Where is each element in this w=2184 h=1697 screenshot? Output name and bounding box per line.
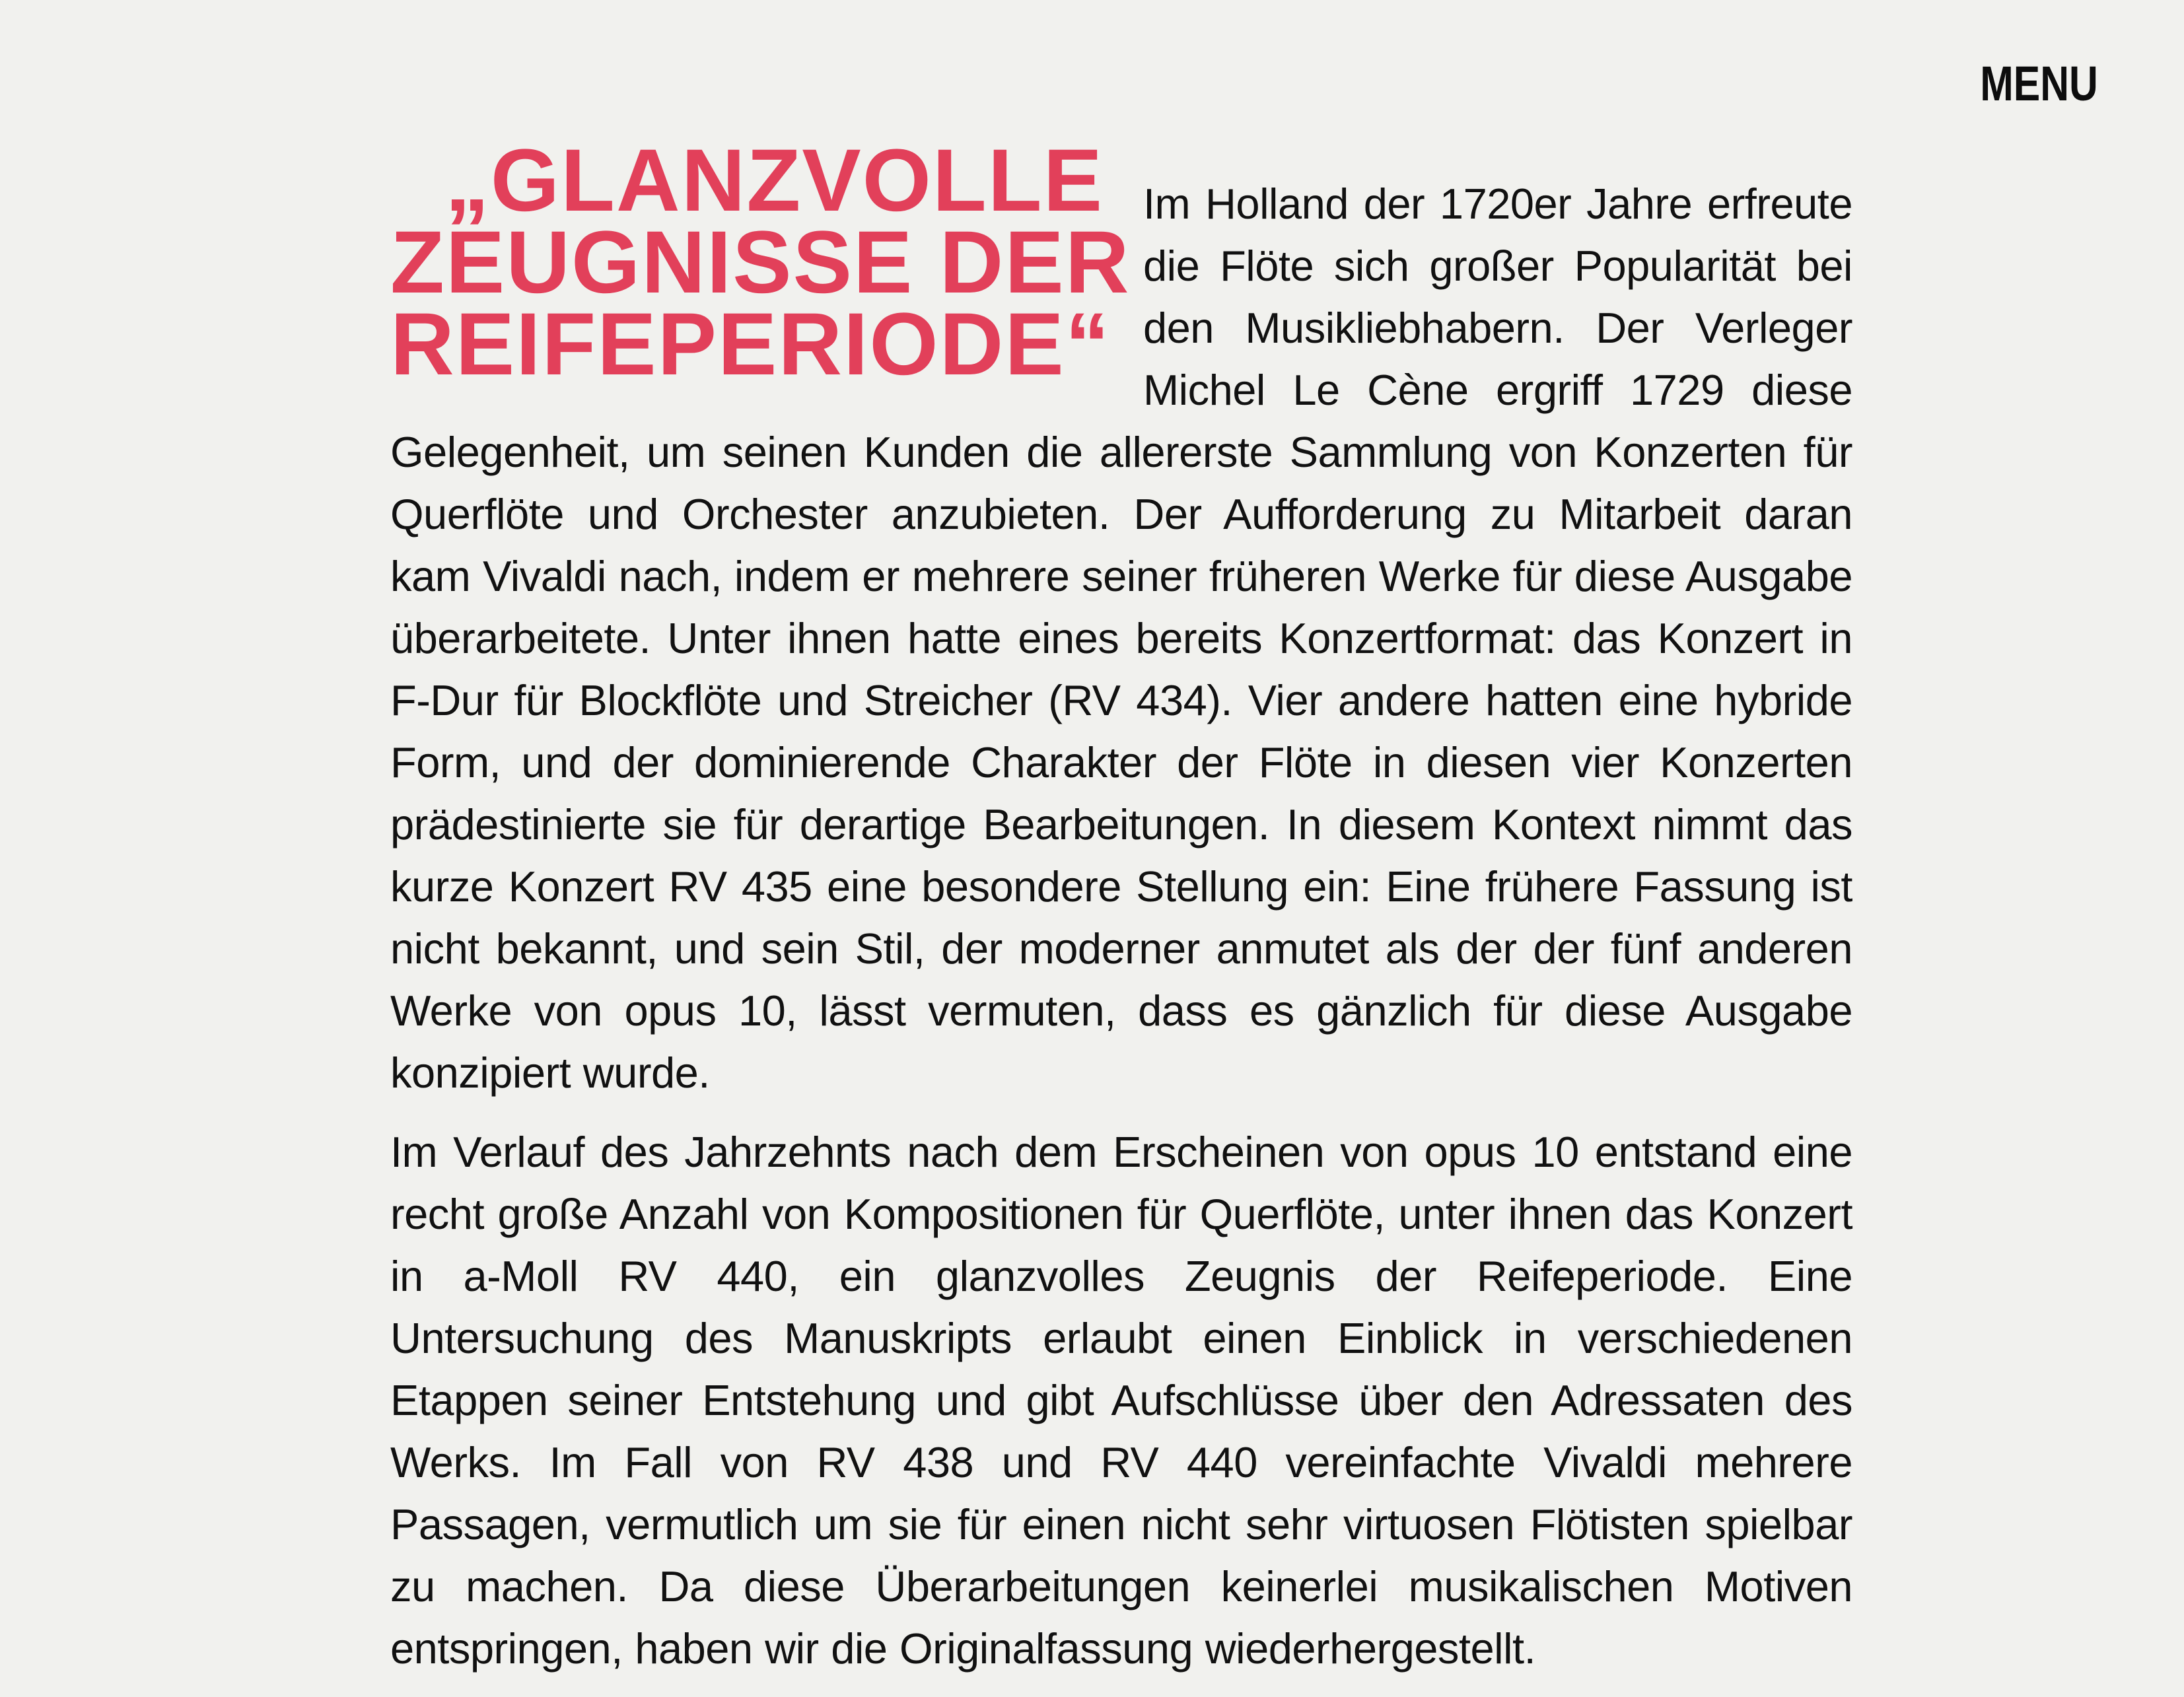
menu-button[interactable]: MENU xyxy=(1980,56,2098,111)
pull-quote-line: ZEUGNISSE DER xyxy=(390,213,1131,312)
pull-quote xyxy=(390,131,1131,394)
article-paragraph: Im Holland der 1720er Jahre erfreute die Flöte sich großer Popularität bei den Musikliebhabern. Der Verleger Michel Le Cène ergriff 1729 diese Gelegenheit, um seinen Kunden die allererste Sammlung von Konzerten für Querflöte und Orchester anzubieten. Der Aufforderung zu Mitarbeit daran kam Vivaldi nach, indem er mehrere seiner früheren Werke für diese Ausgabe überarbeitete. Unter ihnen hatte eines bereits Konzertformat: das Konzert in F-Dur für Blockflöte und Streicher (RV 434). Vier andere hatten eine hybride Form, und der dominierende Charakter der Flöte in diesen vier Konzerten prädestinierte sie für derartige Bearbeitungen. In diesem Kontext nimmt das kurze Konzert RV 435 eine besondere Stellung ein: Eine frühere Fassung ist nicht bekannt, und sein Stil, der moderner anmutet als der der fünf anderen Werke von opus 10, lässt vermuten, dass es gänzlich für diese Ausgabe konzipiert wurde. xyxy=(390,180,1852,1097)
article xyxy=(390,131,1852,1697)
pull-quote-line: REIFEPERIODE“ xyxy=(390,295,1111,394)
pull-quote-line: „GLANZVOLLE xyxy=(444,131,1104,230)
article-paragraph: Im Verlauf des Jahrzehnts nach dem Erscheinen von opus 10 entstand eine recht große Anzahl von Kompositionen für Querflöte, unter ihnen das Konzert in a-Moll RV 440, ein glanzvolles Zeugnis der Reifeperiode. Eine Untersuchung des Manuskripts erlaubt einen Einblick in verschiedenen Etappen seiner Entstehung und gibt Aufschlüsse über den Adressaten des Werks. Im Fall von RV 438 und RV 440 vereinfachte Vivaldi mehrere Passagen, vermutlich um sie für einen nicht sehr virtuosen Flötisten spielbar zu machen. Da diese Überarbeitungen keinerlei musikalischen Motiven entspringen, haben wir die Originalfassung wiederhergestellt. xyxy=(390,1128,1852,1673)
